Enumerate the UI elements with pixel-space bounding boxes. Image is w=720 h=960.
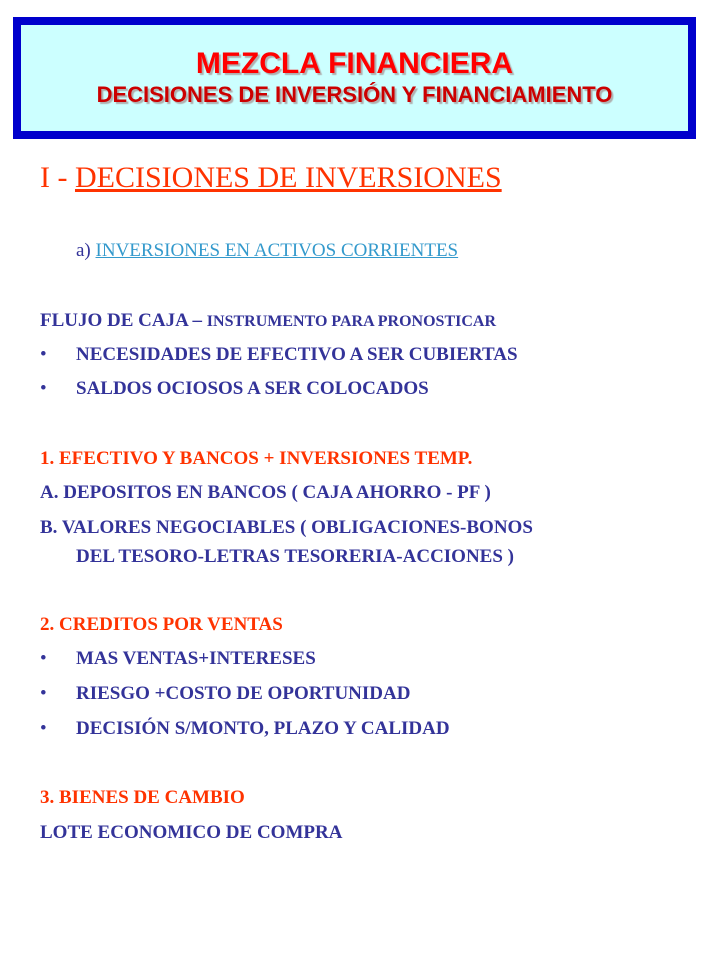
list-item: NECESIDADES DE EFECTIVO A SER CUBIERTAS [76,344,518,365]
list-item: SALDOS OCIOSOS A SER COLOCADOS [76,378,429,399]
cash-flow-line [40,310,496,332]
item1-b-line2: DEL TESORO-LETRAS TESORERIA-ACCIONES ) [76,546,515,567]
bullet-icon: • [40,718,47,739]
item3-line: LOTE ECONOMICO DE COMPRA [40,822,343,843]
section-heading [40,161,502,195]
section-prefix: I - [40,161,75,194]
subsection-title: INVERSIONES EN ACTIVOS CORRIENTES [95,240,459,261]
item1-a: A. DEPOSITOS EN BANCOS ( CAJA AHORRO - PF ) [40,482,491,503]
cash-flow-desc: INSTRUMENTO PARA PRONOSTICAR [206,313,497,330]
bullet-icon: • [40,344,47,365]
item1-title: 1. EFECTIVO Y BANCOS + INVERSIONES TEMP. [40,448,473,469]
item3-title: 3. BIENES DE CAMBIO [40,787,245,808]
list-item: MAS VENTAS+INTERESES [76,648,316,669]
page-subtitle: DECISIONES DE INVERSIÓN Y FINANCIAMIENTO [96,82,613,107]
page-title: MEZCLA FINANCIERA [195,47,514,80]
item1-b-line1: B. VALORES NEGOCIABLES ( OBLIGACIONES-BONOS [40,517,533,538]
cash-flow-label: FLUJO DE CAJA – [40,310,207,331]
bullet-icon: • [40,683,47,704]
item2-title: 2. CREDITOS POR VENTAS [40,614,283,635]
subsection-prefix: a) [76,240,96,261]
list-item: DECISIÓN S/MONTO, PLAZO Y CALIDAD [76,718,450,739]
title-box [13,17,696,139]
bullet-icon: • [40,648,47,669]
subsection-heading [76,240,458,262]
bullet-icon: • [40,378,47,399]
section-title: DECISIONES DE INVERSIONES [74,161,502,194]
item1-b [40,513,700,571]
list-item: RIESGO +COSTO DE OPORTUNIDAD [76,683,411,704]
